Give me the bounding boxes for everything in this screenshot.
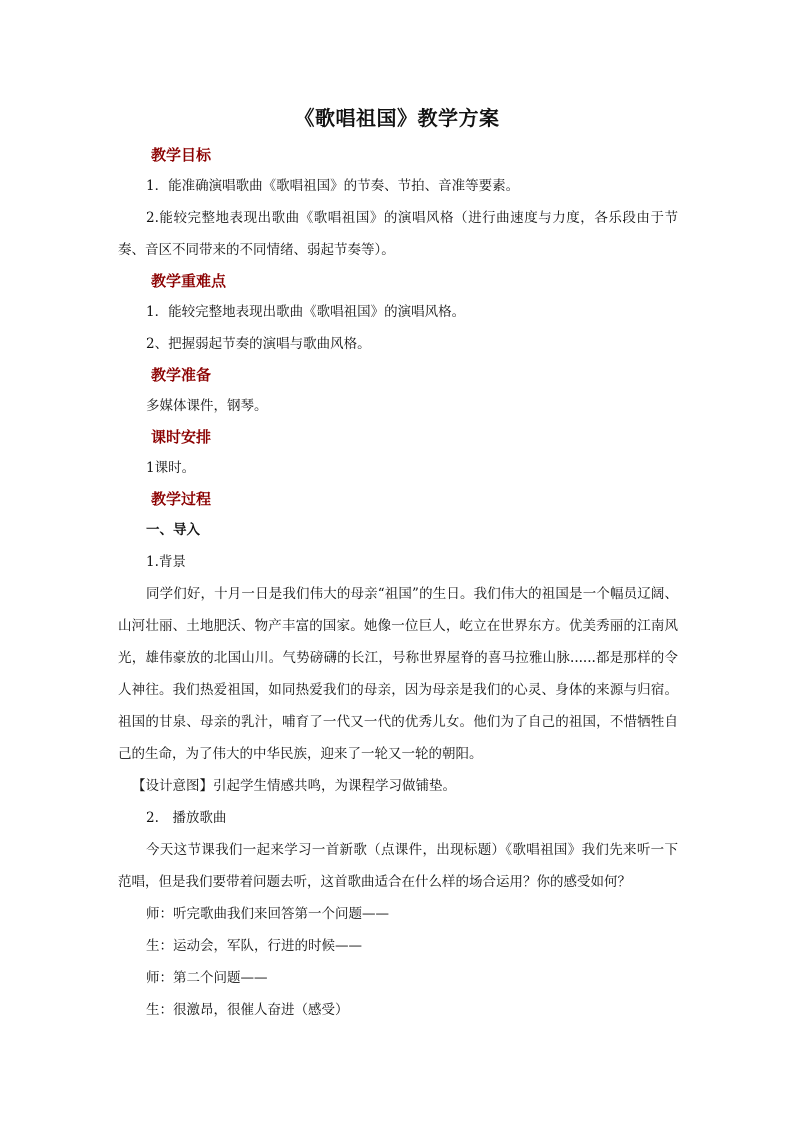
goal-item-2: 2.能较完整地表现出歌曲《歌唱祖国》的演唱风格（进行曲速度与力度，各乐段由于节奏、音区不同带来的不同情绪、弱起节奏等）。 xyxy=(118,210,678,258)
document-title: 《歌唱祖国》教学方案 xyxy=(294,106,500,130)
key-point-item-2: 2、把握弱起节奏的演唱与歌曲风格。 xyxy=(146,336,371,352)
process-subheading-intro: 一、导入 xyxy=(146,522,200,538)
section-heading-key-points: 教学重难点 xyxy=(151,272,227,290)
document-body xyxy=(118,140,678,1026)
background-paragraph: 同学们好，十月一日是我们伟大的母亲“祖国”的生日。我们伟大的祖国是一个幅员辽阔、山河壮丽、土地肥沃、物产丰富的国家。她像一位巨人，屹立在世界东方。优美秀丽的江南风光，雄伟豪放的北国山川。气势磅礴的长江，号称世界屋脊的喜马拉雅山脉......都是那样的令人神往。我们热爱祖国，如同热爱我们的母亲，因为母亲是我们的心灵、身体的来源与归宿。祖国的甘泉、母亲的乳汁，哺育了一代又一代的优秀儿女。他们为了自己的祖国，不惜牺牲自己的生命，为了伟大的中华民族，迎来了一轮又一轮的朝阳。 xyxy=(118,586,678,762)
dialogue-line-2: 生：运动会，军队，行进的时候—— xyxy=(146,938,362,954)
key-point-item-1: 1．能较完整地表现出歌曲《歌唱祖国》的演唱风格。 xyxy=(146,304,466,320)
section-heading-process: 教学过程 xyxy=(151,490,212,508)
section-heading-goals: 教学目标 xyxy=(151,146,212,164)
dialogue-line-1: 师：听完歌曲我们来回答第一个问题—— xyxy=(146,906,389,922)
design-intent: 【设计意图】引起学生情感共鸣，为课程学习做铺垫。 xyxy=(132,778,456,794)
process-subheading-play: 2. 播放歌曲 xyxy=(146,810,227,826)
schedule-text: 1课时。 xyxy=(146,460,196,476)
dialogue-line-3: 师：第二个问题—— xyxy=(146,970,268,986)
preparation-text: 多媒体课件，钢琴。 xyxy=(146,398,268,414)
process-subheading-background: 1.背景 xyxy=(146,554,186,570)
goal-item-1: 1．能准确演唱歌曲《歌唱祖国》的节奏、节拍、音准等要素。 xyxy=(146,178,520,194)
dialogue-line-4: 生：很激昂，很催人奋进（感受） xyxy=(146,1002,349,1018)
play-intro-paragraph: 今天这节课我们一起来学习一首新歌（点课件，出现标题）《歌唱祖国》我们先来听一下范唱，但是我们要带着问题去听，这首歌曲适合在什么样的场合运用？你的感受如何？ xyxy=(118,842,678,890)
section-heading-schedule: 课时安排 xyxy=(151,428,212,446)
section-heading-preparation: 教学准备 xyxy=(151,366,212,384)
